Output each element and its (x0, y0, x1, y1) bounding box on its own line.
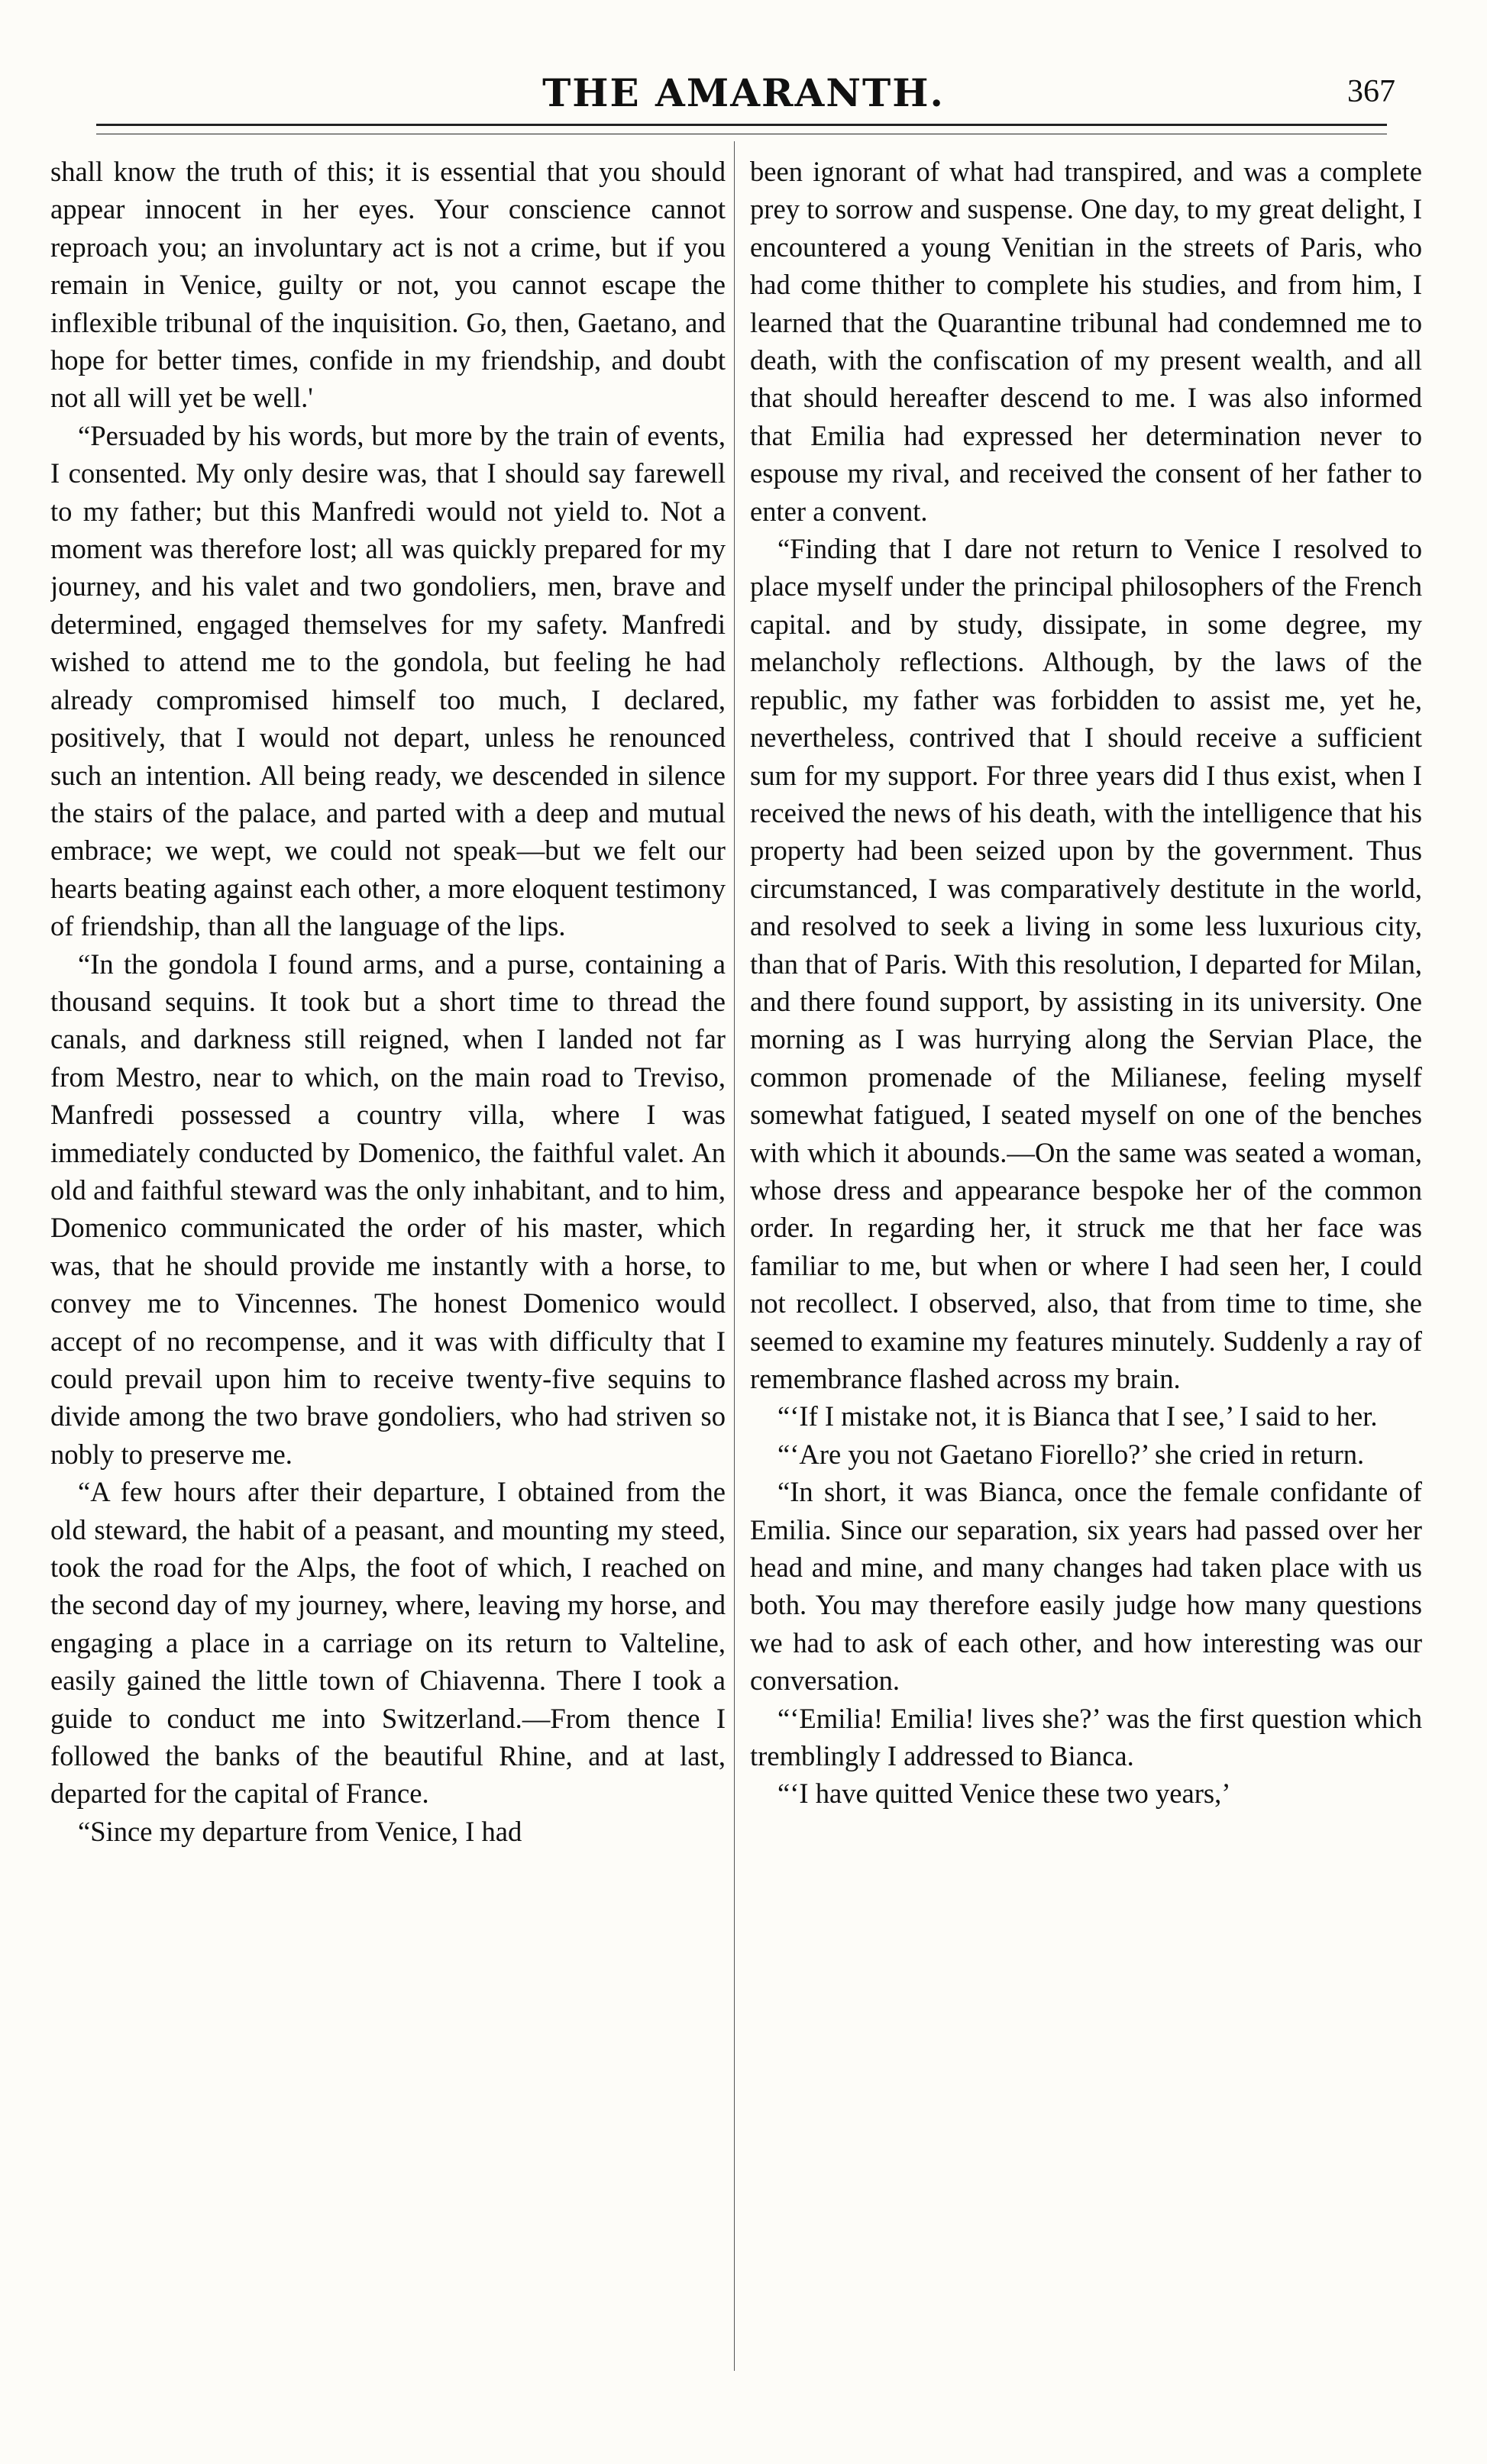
header-rule-thick (96, 124, 1387, 126)
left-column (50, 153, 726, 2367)
right-paragraph-7: “‘I have quitted Venice these two years,’ (777, 1778, 1231, 1810)
right-paragraph-2: “Finding that I dare not return to Venice I resolved to place myself under the principal philosophers of the French capital. and by study, dissipate, in some degree, my melancholy reflections. Although, by the laws of the republic, my father was forbidden to assist me, yet he, nevertheless, contrived that I should receive a sufficient sum for my support. For three years did I thus exist, when I received the news of his death, with the intelligence that his property had been seized upon by the government. Thus circumstanced, I was comparatively destitute in the world, and resolved to seek a living in some less luxurious city, than that of Paris. With this resolution, I departed for Milan, and there found support, by assisting in its university. One morning as I was hurrying along the Servian Place, the common promenade of the Milianese, feeling myself somewhat fatigued, I seated myself on one of the benches with which it abounds.—On the same was seated a woman, whose dress and appearance bespoke her of the common order. In regarding her, it struck me that her face was familiar to me, but when or where I had seen her, I could not recollect. I observed, also, that from time to time, she seemed to examine my features minutely. Suddenly a ray of remembrance flashed across my brain. (750, 533, 1422, 1394)
left-paragraph-4: “A few hours after their departure, I obtained from the old steward, the habit of a peasant, and mounting my steed, took the road for the Alps, the foot of which, I reached on the second day of my journey, where, leaving my horse, and engaging a place in a carriage on its return to Valteline, easily gained the little town of Chiavenna. There I took a guide to conduct me into Switzerland.—From thence I followed the banks of the beautiful Rhine, and at last, departed for the capital of France. (50, 1476, 726, 1810)
right-paragraph-1: been ignorant of what had transpired, and was a complete prey to sorrow and suspense. One day, to my great delight, I encountered a young Venitian in the streets of Paris, who had come thither to complete his studies, and from him, I learned that the Quarantine tribunal had condemned me to death, with the confiscation of my present wealth, and all that should hereafter descend to me. I was also informed that Emilia had expressed her determination never to espouse my rival, and received the consent of her father to enter a convent. (750, 156, 1422, 527)
running-title: THE AMARANTH. (542, 70, 945, 115)
column-divider (734, 141, 735, 2371)
left-paragraph-5: “Since my departure from Venice, I had (78, 1815, 522, 1847)
page-number: 367 (1347, 74, 1395, 109)
running-head (53, 70, 1434, 124)
left-paragraph-2: “Persuaded by his words, but more by the train of events, I consented. My only desire was, that I should say farewell to my father; but this Manfredi would not yield to. Not a moment was therefore lost; all was quickly prepared for my journey, and his valet and two gondoliers, men, brave and determined, engaged themselves for my safety. Manfredi wished to attend me to the gondola, but feeling he had already compromised himself too much, I declared, positively, that I would not depart, unless he renounced such an intention. All being ready, we descended in silence the stairs of the palace, and parted with a deep and mutual embrace; we wept, we could not speak—but we felt our hearts beating against each other, a more eloquent testimony of friendship, than all the language of the lips. (50, 419, 726, 942)
left-paragraph-3: “In the gondola I found arms, and a purse, containing a thousand sequins. It took but a short time to thread the canals, and darkness still reigned, when I landed not far from Mestro, near to which, on the main road to Treviso, Manfredi possessed a country villa, where I was immediately conducted by Domenico, the faithful valet. An old and faithful steward was the only inhabitant, and to him, Domenico communicated the order of his master, which was, that he should provide me instantly with a horse, to convey me to Vincennes. The honest Domenico would accept of no recompense, and it was with difficulty that I could prevail upon him to receive twenty-five sequins to divide among the two brave gondoliers, who had striven so nobly to preserve me. (50, 948, 726, 1470)
right-paragraph-4: “‘Are you not Gaetano Fiorello?’ she cried in return. (777, 1438, 1365, 1470)
right-paragraph-6: “‘Emilia! Emilia! lives she?’ was the first question which tremblingly I addressed to Bianca. (750, 1702, 1422, 1772)
left-paragraph-1: shall know the truth of this; it is essential that you should appear innocent in her eyes. Your conscience cannot reproach you; an involuntary act is not a crime, but if you remain in Venice, guilty or not, you cannot escape the inflexible tribunal of the inquisition. Go, then, Gaetano, and hope for better times, confide in my friendship, and doubt not all will yet be well.' (50, 156, 726, 414)
right-paragraph-3: “‘If I mistake not, it is Bianca that I see,’ I said to her. (777, 1400, 1378, 1432)
right-paragraph-5: “In short, it was Bianca, once the female confidante of Emilia. Since our separation, six years had passed over her head and mine, and many changes had taken place with us both. You may therefore easily judge how many questions we had to ask of each other, and how interesting was our conversation. (750, 1476, 1422, 1697)
right-column (750, 153, 1422, 2367)
